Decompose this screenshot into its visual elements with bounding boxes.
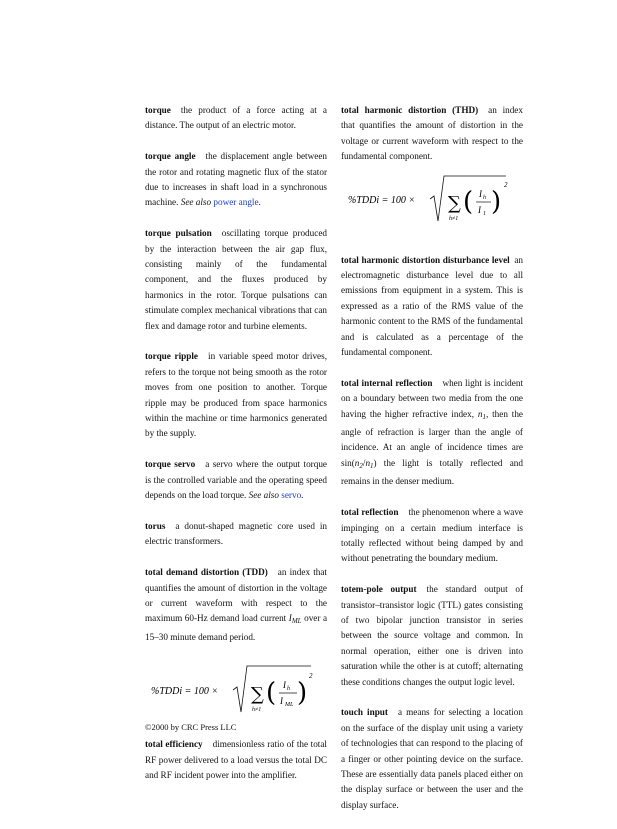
- term-total-efficiency: total efficiency: [145, 739, 203, 750]
- formula-lhs: %TDDi = 100 ×: [348, 194, 416, 206]
- var-n1b: n: [365, 457, 371, 468]
- term-torque-servo: torque servo: [145, 459, 196, 470]
- term-torque: torque: [145, 105, 171, 115]
- frac-num: I: [479, 188, 482, 199]
- var-n1: n: [477, 408, 483, 419]
- var-n1b-sub: 1: [370, 461, 374, 470]
- frac-den-sub: 1: [483, 210, 486, 217]
- link-power-angle[interactable]: power angle: [213, 197, 259, 208]
- term-tdd: total demand distortion (TDD): [145, 567, 268, 578]
- paren-left: (: [266, 678, 277, 709]
- definition-torque-servo: a servo where the output torque is the controlled variable and the operating speed depends on the load torque.: [145, 459, 327, 501]
- definition-tir-3: ) the light is totally reflected and remains in the denser medium.: [341, 457, 523, 487]
- definition-torque-pulsation: oscillating torque produced by the interaction between the air gap flux, consisting mainly of the fundamental component, and the fluxes produced by harmonics in the rotor. Torque pulsations can stimulate complex mechanical vibrations that can flex and damage rotor and turbine elements.: [145, 228, 327, 331]
- term-thd-level: total harmonic distortion disturbance level: [341, 254, 510, 265]
- exponent: 2: [309, 672, 313, 681]
- term-touch-input: touch input: [341, 707, 388, 718]
- left-column: [145, 103, 327, 799]
- var-n2-sub: 2: [359, 461, 363, 470]
- definition-tir-2: , then the angle of refraction is larger than the angle of incidence. At an angle of incidence times are sin(: [341, 408, 523, 468]
- formula-lhs: %TDDi = 100 ×: [151, 686, 219, 698]
- definition-thd-level: an electromagnetic disturbance level due to all emissions from equipment in a system. This is expressed as a ratio of the RMS value of the harmonic content to the RMS of the fundamental and is calculated as a percentage of the fundamental component.: [341, 254, 523, 358]
- definition-tdd: an index that quantifies the amount of distortion in the voltage or current waveform with respect to the maximum 60-Hz demand load current: [145, 567, 327, 624]
- entry-torque-angle: [145, 149, 327, 211]
- frac-num-sub: h: [287, 686, 290, 693]
- definition-total-reflection: the phenomenon where a wave impinging on a certain medium interface is totally reflected without being damped by and without penetrating the boundary medium.: [341, 507, 524, 564]
- sum-subscript: h≠1: [252, 707, 262, 714]
- entry-touch-input: [341, 705, 523, 813]
- paren-right: ): [297, 678, 308, 709]
- definition-torque-ripple: in variable speed motor drives, refers to the torque not being smooth as the rotor moves from one position to another. Torque ripple may be produced from space harmonics within the machine or time harmonics generated by the supply.: [145, 351, 327, 439]
- frac-num: I: [283, 680, 286, 691]
- paren-left: (: [463, 186, 474, 217]
- frac-den: I: [280, 696, 283, 707]
- formula-thd: [341, 171, 523, 231]
- formula-tdd: [145, 651, 327, 729]
- term-torque-pulsation: torque pulsation: [145, 228, 212, 239]
- term-thd: total harmonic distortion (THD): [341, 105, 479, 115]
- entry-torque: [145, 103, 327, 134]
- period: .: [258, 197, 261, 208]
- formula-thd-svg: [348, 173, 516, 229]
- exponent: 2: [504, 180, 508, 189]
- definition-total-efficiency: dimensionless ratio of the total RF power delivered to a load versus the total DC and RF incident power into the amplifier.: [145, 739, 327, 780]
- definition-tir-1: when light is incident on a boundary between two media from the one having the higher refractive index,: [341, 377, 523, 419]
- period: .: [301, 490, 304, 501]
- entry-total-internal-reflection: [341, 376, 523, 490]
- definition-torque: the product of a force acting at a distance. The output of an electric motor.: [145, 105, 327, 131]
- frac-num-sub: h: [483, 194, 486, 201]
- frac-den-sub: ML: [285, 702, 294, 709]
- entry-torque-pulsation: [145, 226, 327, 334]
- var-i: I: [288, 613, 292, 624]
- var-i-sub: ML: [291, 617, 302, 626]
- sum-subscript: h≠1: [449, 215, 459, 222]
- term-totem-pole-output: totem-pole output: [341, 584, 417, 595]
- right-column: [341, 103, 523, 829]
- sum-sign: ∑: [251, 684, 264, 706]
- entry-totem-pole-output: [341, 582, 523, 690]
- entry-thd-level: [341, 253, 523, 361]
- see-also-label: See also: [180, 197, 212, 208]
- definition-tdd-cont: over a 15–30 minute demand period.: [145, 613, 328, 642]
- entry-total-efficiency: [145, 737, 327, 783]
- paren-right: ): [491, 186, 502, 217]
- formula-tdd-svg: [151, 660, 321, 720]
- term-total-reflection: total reflection: [341, 507, 399, 518]
- slash: /: [362, 457, 366, 468]
- var-n2: n: [354, 457, 360, 468]
- term-torque-ripple: torque ripple: [145, 351, 199, 362]
- entry-torque-ripple: [145, 349, 327, 441]
- term-total-internal-reflection: total internal reflection: [341, 377, 433, 388]
- entry-tdd: [145, 565, 327, 645]
- link-servo[interactable]: servo: [281, 490, 302, 501]
- definition-touch-input: a means for selecting a location on the surface of the display unit using a variety of technologies that can respond to the placing of a finger or other pointing device on the surface. These are essentially data panels placed either on the display surface or between the user and the display surface.: [341, 707, 523, 810]
- entry-thd: [341, 103, 523, 165]
- definition-totem-pole-output: the standard output of transistor–transistor logic (TTL) gates consisting of two bipolar junction transistor in series between the source voltage and common. In normal operation, either one is driven into saturation while the other is at cutoff; alternating these conditions changes the output logic level.: [341, 584, 523, 687]
- sum-sign: ∑: [448, 192, 461, 214]
- entry-torus: [145, 519, 327, 550]
- term-torus: torus: [145, 520, 166, 531]
- entry-torque-servo: [145, 457, 327, 503]
- frac-den: I: [478, 204, 481, 215]
- copyright-footer: ©2000 by CRC Press LLC: [145, 722, 237, 732]
- var-n1-sub: 1: [482, 412, 486, 421]
- entry-total-reflection: [341, 505, 523, 567]
- term-torque-angle: torque angle: [145, 151, 196, 162]
- definition-torque-angle: the displacement angle between the rotor and rotating magnetic flux of the stator due to increases in shaft load in a synchronous machine.: [145, 151, 327, 208]
- definition-torus: a donut-shaped magnetic core used in electric transformers.: [145, 520, 327, 547]
- definition-thd: an index that quantifies the amount of distortion in the voltage or current waveform with respect to the fundamental component.: [341, 105, 523, 162]
- see-also-label: See also: [248, 490, 279, 501]
